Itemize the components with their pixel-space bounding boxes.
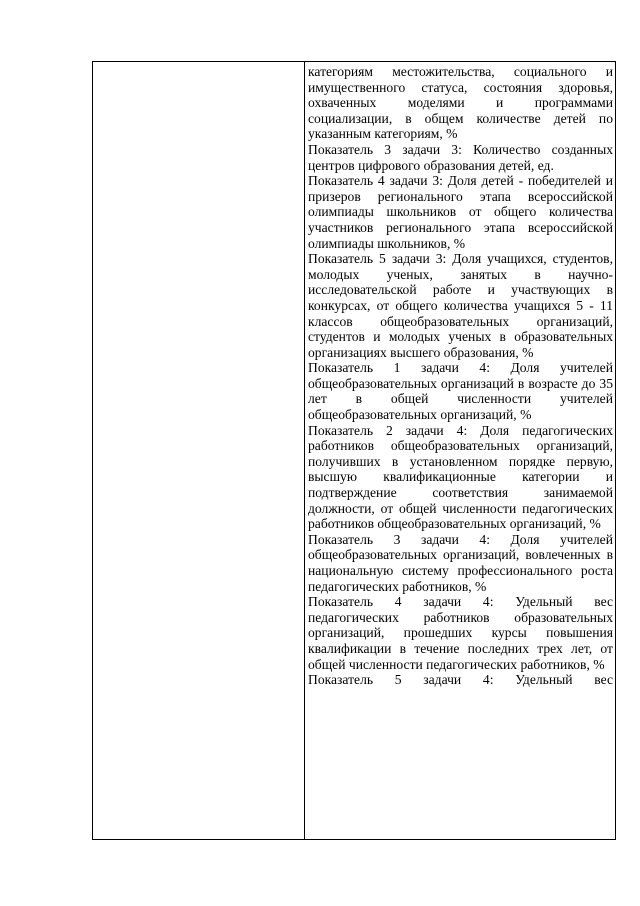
indicator-paragraph: Показатель 3 задачи 3: Количество созданных центров цифрового образования детей, ед. xyxy=(308,141,613,173)
indicator-paragraph: Показатель 3 задачи 4: Доля учителей общеобразовательных организаций, вовлеченных в национальную систему профессионального роста педагогических работников, % xyxy=(308,531,613,594)
indicator-paragraph: Показатель 4 задачи 4: Удельный вес педагогических работников образовательных организаций, прошедших курсы повышения квалификации в течение последних трех лет, от общей численности педагогических работников, % xyxy=(308,594,613,672)
indicator-paragraph: Показатель 4 задачи 3: Доля детей - победителей и призеров регионального этапа всероссийской олимпиады школьников от общего количества участников регионального этапа всероссийской олимпиады школьников, % xyxy=(308,173,613,251)
indicator-paragraph: категориям местожительства, социального и имущественного статуса, состояния здоровья, охваченных моделями и программами социализации, в общем количестве детей по указанным категориям, % xyxy=(308,64,613,142)
document-table xyxy=(92,61,616,840)
indicator-paragraph: Показатель 2 задачи 4: Доля педагогических работников общеобразовательных организаций, получивших в установленном порядке первую, высшую квалификационные категории и подтверждение соответствия занимаемой должности, от общей численности педагогических работников общеобразовательных организаций, % xyxy=(308,422,613,532)
indicator-paragraph-continued: Показатель 5 задачи 4: Удельный вес xyxy=(308,672,613,688)
indicator-paragraph: Показатель 1 задачи 4: Доля учителей общеобразовательных организаций в возрасте до 35 лет в общей численности учителей общеобразовательных организаций, % xyxy=(308,360,613,423)
indicators-cell xyxy=(305,62,615,839)
indicator-paragraph: Показатель 5 задачи 3: Доля учащихся, студентов, молодых ученых, занятых в научно-исследовательской работе и участвующих в конкурсах, от общего количества учащихся 5 - 11 классов общеобразовательных организаций, студентов и молодых ученых в образовательных организациях высшего образования, % xyxy=(308,251,613,360)
left-column-cell xyxy=(93,62,305,839)
